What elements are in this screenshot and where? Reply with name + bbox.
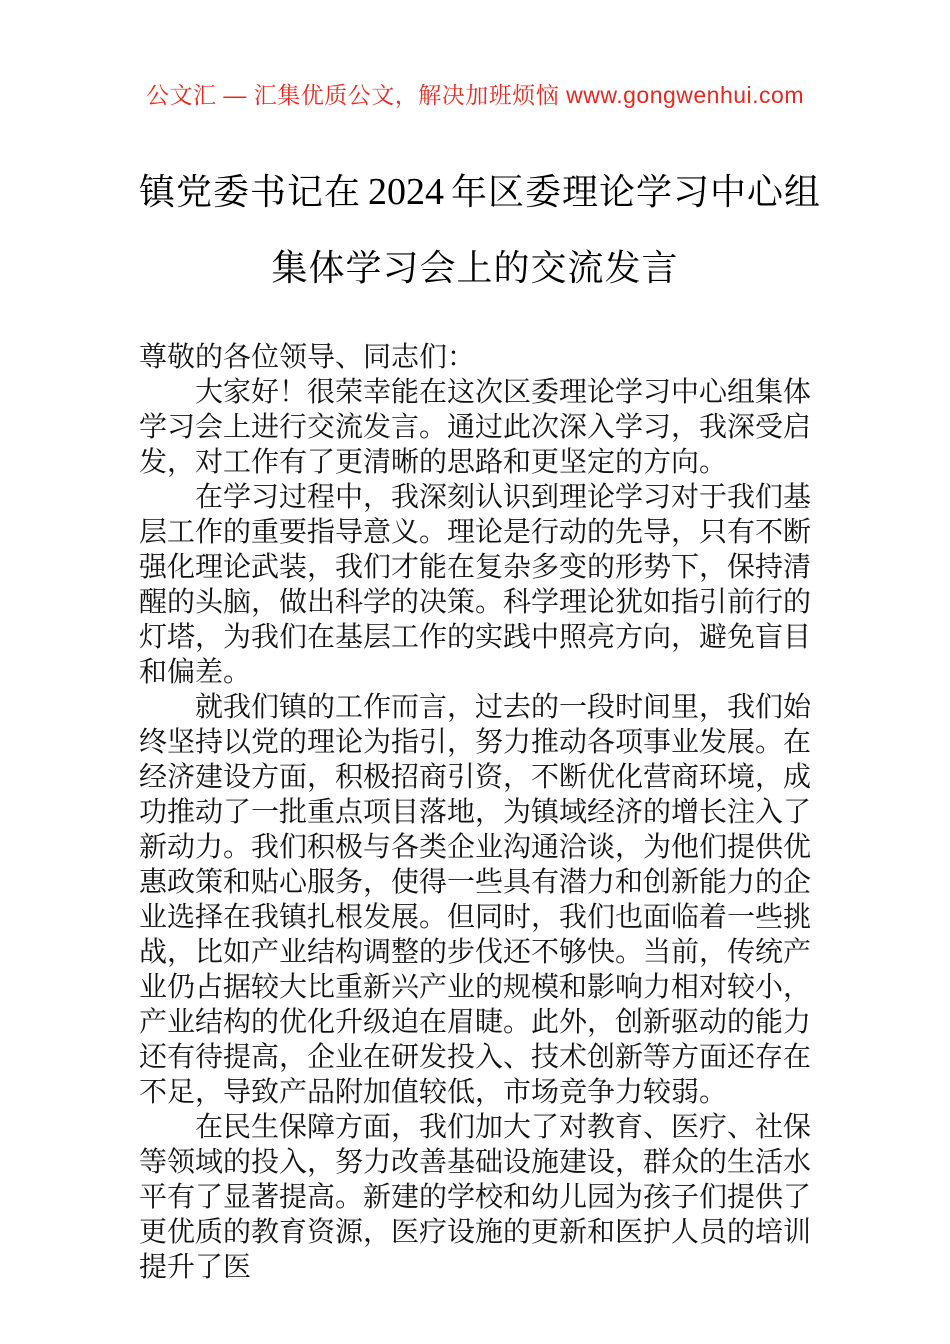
site-banner: 公文汇 — 汇集优质公文，解决加班烦恼 www.gongwenhui.com: [145, 82, 804, 108]
paragraph-2: 在学习过程中，我深刻认识到理论学习对于我们基层工作的重要指导意义。理论是行动的先导，只有不断强化理论武装，我们才能在复杂多变的形势下，保持清醒的头脑，做出科学的决策。科学理论犹如指引前行的灯塔，为我们在基层工作的实践中照亮方向，避免盲目和偏差。: [139, 481, 812, 687]
paragraph-4: 在民生保障方面，我们加大了对教育、医疗、社保等领域的投入，努力改善基础设施建设，群众的生活水平有了显著提高。新建的学校和幼儿园为孩子们提供了更优质的教育资源，医疗设施的更新和医护人员的培训提升了医: [139, 1111, 812, 1282]
paragraph-1: 大家好！很荣幸能在这次区委理论学习中心组集体学习会上进行交流发言。通过此次深入学习，我深受启发，对工作有了更清晰的思路和更坚定的方向。: [139, 376, 812, 477]
title-line-2: 集体学习会上的交流发言: [271, 247, 679, 288]
title-year: 2024: [368, 171, 445, 213]
title-line-1-pre: 镇党委书记在: [139, 171, 362, 212]
salutation: 尊敬的各位领导、同志们：: [139, 341, 476, 372]
title-line-1: [139, 154, 822, 230]
document-body: [139, 339, 811, 1284]
document-title: [139, 154, 822, 305]
title-line-1-post: 年区委理论学习中心组: [451, 171, 822, 212]
paragraph-3: 就我们镇的工作而言，过去的一段时间里，我们始终坚持以党的理论为指引，努力推动各项事业发展。在经济建设方面，积极招商引资，不断优化营商环境，成功推动了一批重点项目落地，为镇域经济的增长注入了新动力。我们积极与各类企业沟通洽谈，为他们提供优惠政策和贴心服务，使得一些具有潜力和创新能力的企业选择在我镇扎根发展。但同时，我们也面临着一些挑战，比如产业结构调整的步伐还不够快。当前，传统产业仍占据较大比重新兴产业的规模和影响力相对较小，产业结构的优化升级迫在眉睫。此外，创新驱动的能力还有待提高，企业在研发投入、技术创新等方面还存在不足，导致产品附加值较低，市场竞争力较弱。: [139, 691, 812, 1107]
